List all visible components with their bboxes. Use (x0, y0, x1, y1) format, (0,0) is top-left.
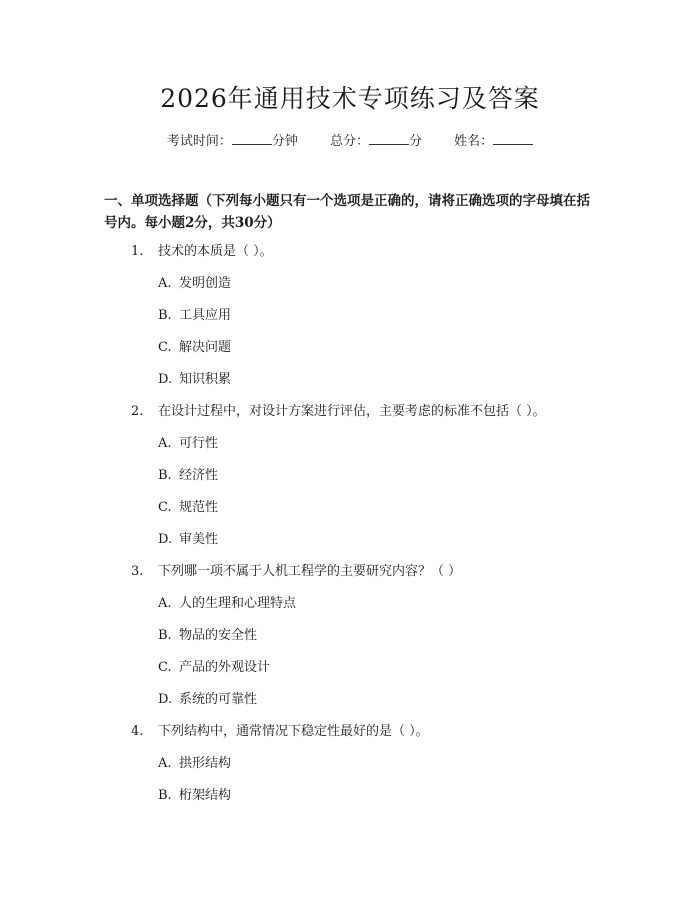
option-letter: B. (158, 468, 172, 483)
option-item (158, 754, 231, 774)
option-text: 工具应用 (179, 308, 232, 323)
option-text: 人的生理和心理特点 (179, 596, 297, 611)
exam-time-label: 考试时间： (166, 134, 232, 149)
option-text: 系统的可靠性 (179, 692, 258, 707)
option-letter: A. (158, 436, 172, 451)
question-1 (131, 242, 273, 262)
question-text: 在设计过程中，对设计方案进行评估，主要考虑的标准不包括（ ）。 (158, 404, 546, 419)
option-text: 解决问题 (179, 340, 232, 355)
option-text: 发明创造 (179, 276, 232, 291)
option-letter: B. (158, 308, 172, 323)
student-name-field (454, 134, 533, 149)
exam-meta-line (0, 131, 700, 152)
question-text: 技术的本质是（ ）。 (158, 244, 273, 259)
option-text: 审美性 (179, 532, 219, 547)
option-letter: D. (158, 372, 173, 387)
option-letter: C. (158, 660, 172, 675)
exam-time-unit: 分钟 (271, 134, 298, 149)
option-item (158, 370, 231, 390)
option-letter: D. (158, 532, 173, 547)
option-text: 桁架结构 (179, 788, 232, 803)
total-score-field (330, 134, 422, 149)
question-4 (131, 722, 429, 742)
option-letter: A. (158, 756, 172, 771)
total-score-blank (369, 131, 409, 145)
option-item (158, 466, 218, 486)
question-3 (131, 562, 461, 582)
option-letter: B. (158, 788, 172, 803)
option-letter: A. (158, 276, 172, 291)
option-text: 规范性 (179, 500, 219, 515)
total-score-unit: 分 (409, 134, 423, 149)
option-item (158, 306, 231, 326)
option-item (158, 434, 218, 454)
option-item (158, 338, 231, 358)
option-letter: C. (158, 340, 172, 355)
question-number: 3. (131, 564, 144, 579)
option-item (158, 274, 231, 294)
option-letter: B. (158, 628, 172, 643)
question-2 (131, 402, 546, 422)
option-item (158, 498, 218, 518)
question-number: 2. (131, 404, 144, 419)
option-letter: D. (158, 692, 173, 707)
option-item (158, 786, 231, 806)
question-number: 1. (131, 244, 144, 259)
option-letter: C. (158, 500, 172, 515)
question-text: 下列哪一项不属于人机工程学的主要研究内容？（ ） (158, 564, 462, 579)
option-item (158, 594, 296, 614)
exam-time-field (167, 134, 298, 149)
option-item (158, 690, 257, 710)
exam-time-blank (232, 131, 272, 145)
section-heading: 一、单项选择题（下列每小题只有一个选项是正确的，请将正确选项的字母填在括号内。每小题2分，共30分） (104, 193, 590, 231)
page-title: 2026年通用技术专项练习及答案 (160, 84, 540, 113)
question-text: 下列结构中，通常情况下稳定性最好的是（ ）。 (158, 724, 429, 739)
option-text: 产品的外观设计 (179, 660, 271, 675)
total-score-label: 总分： (329, 134, 369, 149)
option-text: 拱形结构 (179, 756, 232, 771)
option-item (158, 530, 218, 550)
option-item (158, 658, 270, 678)
option-text: 物品的安全性 (179, 628, 258, 643)
option-item (158, 626, 257, 646)
option-text: 知识积累 (179, 372, 232, 387)
option-text: 可行性 (179, 436, 219, 451)
option-letter: A. (158, 596, 172, 611)
option-text: 经济性 (179, 468, 219, 483)
question-number: 4. (131, 724, 144, 739)
student-name-blank (493, 131, 533, 145)
student-name-label: 姓名： (454, 134, 494, 149)
